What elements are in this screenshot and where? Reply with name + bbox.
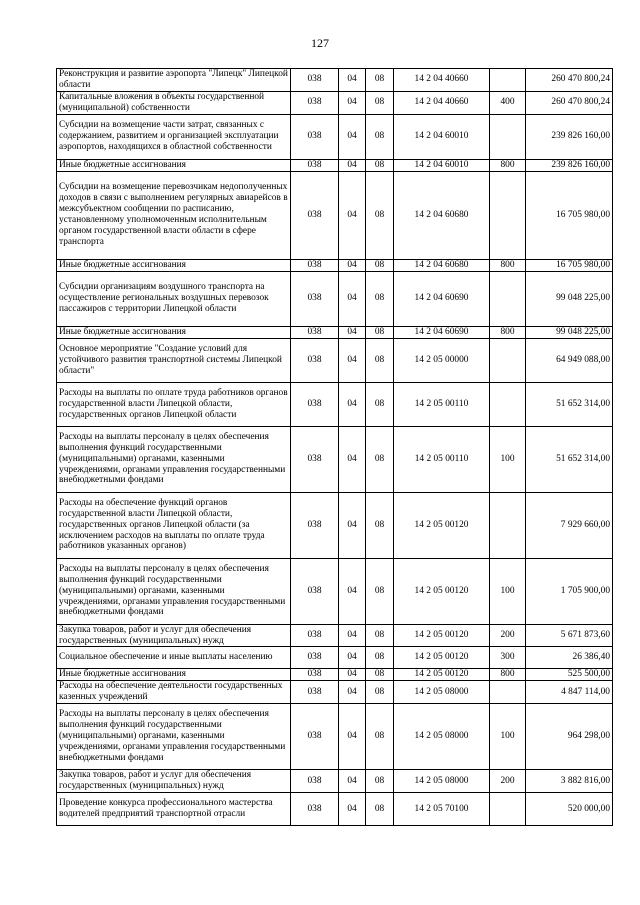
cell-name: Субсидии на возмещение перевозчикам недополученных доходов в связи с выполнением регулярных авиарейсов в межсубъектном сообщении по расписанию, установленному уполномоченным исполнительным органом государственной власти области в сфере транспорта [57,171,291,259]
cell-rz: 04 [339,704,366,770]
cell-sum: 964 298,00 [526,704,613,770]
cell-name: Иные бюджетные ассигнования [57,669,291,681]
cell-gr: 038 [291,338,339,382]
cell-name: Расходы на выплаты персоналу в целях обеспечения выполнения функций государственными (муниципальными) органами, казенными учреждениями, органами управления государственными внебюджетными фондами [57,704,291,770]
cell-pr: 08 [366,558,394,624]
cell-gr: 038 [291,770,339,793]
cell-gr: 038 [291,793,339,826]
table-row [57,426,613,492]
budget-table [56,68,613,826]
cell-csr: 14 2 04 40660 [394,69,490,92]
cell-csr: 14 2 05 00120 [394,624,490,647]
cell-sum: 239 826 160,00 [526,159,613,171]
cell-gr: 038 [291,704,339,770]
cell-pr: 08 [366,114,394,159]
cell-gr: 038 [291,558,339,624]
table-row [57,647,613,669]
cell-name: Иные бюджетные ассигнования [57,159,291,171]
cell-vr: 400 [490,91,526,114]
cell-csr: 14 2 05 00110 [394,382,490,426]
cell-gr: 038 [291,114,339,159]
cell-sum: 5 671 873,60 [526,624,613,647]
cell-vr: 300 [490,647,526,669]
cell-vr [490,338,526,382]
cell-vr: 800 [490,259,526,271]
cell-sum: 51 652 314,00 [526,426,613,492]
cell-sum: 64 949 088,00 [526,338,613,382]
cell-pr: 08 [366,69,394,92]
table-row [57,114,613,159]
cell-rz: 04 [339,326,366,338]
cell-name: Субсидии на возмещение части затрат, связанных с содержанием, развитием и организацией эксплуатации аэропортов, находящихся в областной собственности [57,114,291,159]
table-row [57,382,613,426]
cell-rz: 04 [339,114,366,159]
cell-rz: 04 [339,159,366,171]
cell-name: Расходы на обеспечение функций органов государственной власти Липецкой области, государственных органов Липецкой области (за исключением расходов на выплаты по оплате труда работников указанных органов) [57,492,291,558]
cell-vr [490,793,526,826]
cell-gr: 038 [291,669,339,681]
table-row [57,704,613,770]
cell-gr: 038 [291,426,339,492]
cell-rz: 04 [339,382,366,426]
cell-sum: 4 847 114,00 [526,681,613,704]
cell-pr: 08 [366,681,394,704]
cell-pr: 08 [366,647,394,669]
cell-csr: 14 2 05 08000 [394,681,490,704]
table-row [57,159,613,171]
cell-name: Социальное обеспечение и иные выплаты населению [57,647,291,669]
table-row [57,338,613,382]
cell-rz: 04 [339,271,366,326]
cell-sum: 51 652 314,00 [526,382,613,426]
cell-pr: 08 [366,171,394,259]
cell-vr: 200 [490,770,526,793]
cell-csr: 14 2 04 60010 [394,114,490,159]
cell-rz: 04 [339,91,366,114]
cell-sum: 16 705 980,00 [526,171,613,259]
cell-sum: 26 386,40 [526,647,613,669]
cell-pr: 08 [366,259,394,271]
cell-vr: 100 [490,558,526,624]
cell-pr: 08 [366,338,394,382]
cell-rz: 04 [339,669,366,681]
cell-gr: 038 [291,326,339,338]
cell-csr: 14 2 05 00120 [394,558,490,624]
cell-name: Расходы на выплаты по оплате труда работников органов государственной власти Липецкой области, государственных органов Липецкой области [57,382,291,426]
cell-name: Капитальные вложения в объекты государственной (муниципальной) собственности [57,91,291,114]
cell-vr [490,114,526,159]
cell-sum: 1 705 900,00 [526,558,613,624]
cell-csr: 14 2 04 60680 [394,171,490,259]
cell-rz: 04 [339,793,366,826]
cell-gr: 038 [291,382,339,426]
cell-csr: 14 2 04 40660 [394,91,490,114]
cell-pr: 08 [366,669,394,681]
table-row [57,326,613,338]
cell-pr: 08 [366,159,394,171]
cell-name: Расходы на выплаты персоналу в целях обеспечения выполнения функций государственными (муниципальными) органами, казенными учреждениями, органами управления государственными внебюджетными фондами [57,426,291,492]
table-row [57,770,613,793]
cell-csr: 14 2 05 08000 [394,704,490,770]
cell-rz: 04 [339,681,366,704]
cell-gr: 038 [291,171,339,259]
cell-csr: 14 2 05 00110 [394,426,490,492]
cell-sum: 3 882 816,00 [526,770,613,793]
cell-vr: 100 [490,704,526,770]
cell-gr: 038 [291,69,339,92]
cell-gr: 038 [291,91,339,114]
cell-csr: 14 2 05 00120 [394,669,490,681]
cell-pr: 08 [366,624,394,647]
cell-vr [490,382,526,426]
cell-name: Расходы на обеспечение деятельности государственных казенных учреждений [57,681,291,704]
cell-pr: 08 [366,704,394,770]
cell-pr: 08 [366,770,394,793]
cell-vr: 100 [490,426,526,492]
cell-csr: 14 2 05 08000 [394,770,490,793]
cell-csr: 14 2 04 60010 [394,159,490,171]
cell-sum: 16 705 980,00 [526,259,613,271]
cell-vr: 200 [490,624,526,647]
cell-pr: 08 [366,326,394,338]
cell-sum: 520 000,00 [526,793,613,826]
cell-csr: 14 2 05 70100 [394,793,490,826]
cell-name: Субсидии организациям воздушного транспорта на осуществление региональных воздушных перевозок пассажиров с территории Липецкой области [57,271,291,326]
cell-rz: 04 [339,492,366,558]
table-row [57,171,613,259]
cell-vr: 800 [490,326,526,338]
cell-gr: 038 [291,681,339,704]
cell-name: Закупка товаров, работ и услуг для обеспечения государственных (муниципальных) нужд [57,770,291,793]
cell-rz: 04 [339,171,366,259]
cell-csr: 14 2 04 60680 [394,259,490,271]
table-row [57,669,613,681]
cell-vr: 800 [490,159,526,171]
cell-sum: 260 470 800,24 [526,91,613,114]
cell-rz: 04 [339,770,366,793]
cell-rz: 04 [339,69,366,92]
cell-vr: 800 [490,669,526,681]
table-row [57,558,613,624]
cell-vr [490,69,526,92]
cell-gr: 038 [291,259,339,271]
cell-csr: 14 2 04 60690 [394,326,490,338]
cell-csr: 14 2 05 00120 [394,647,490,669]
cell-vr [490,171,526,259]
cell-vr [490,271,526,326]
cell-rz: 04 [339,426,366,492]
cell-vr [490,492,526,558]
cell-pr: 08 [366,382,394,426]
cell-name: Закупка товаров, работ и услуг для обеспечения государственных (муниципальных) нужд [57,624,291,647]
cell-csr: 14 2 04 60690 [394,271,490,326]
cell-gr: 038 [291,271,339,326]
cell-name: Реконструкция и развитие аэропорта "Липецк" Липецкой области [57,69,291,92]
table-row [57,271,613,326]
cell-name: Основное мероприятие "Создание условий для устойчивого развития транспортной системы Липецкой области" [57,338,291,382]
cell-pr: 08 [366,492,394,558]
cell-csr: 14 2 05 00120 [394,492,490,558]
table-row [57,492,613,558]
page-number: 127 [311,36,329,50]
cell-sum: 99 048 225,00 [526,271,613,326]
cell-pr: 08 [366,91,394,114]
cell-rz: 04 [339,624,366,647]
cell-csr: 14 2 05 00000 [394,338,490,382]
cell-sum: 7 929 660,00 [526,492,613,558]
table-row [57,793,613,826]
cell-rz: 04 [339,558,366,624]
table-row [57,259,613,271]
cell-pr: 08 [366,793,394,826]
table-row [57,91,613,114]
cell-gr: 038 [291,492,339,558]
cell-vr [490,681,526,704]
cell-name: Проведение конкурса профессионального мастерства водителей предприятий транспортной отрасли [57,793,291,826]
table-row [57,69,613,92]
cell-sum: 525 500,00 [526,669,613,681]
table-row [57,681,613,704]
cell-rz: 04 [339,647,366,669]
cell-gr: 038 [291,647,339,669]
cell-rz: 04 [339,259,366,271]
cell-gr: 038 [291,624,339,647]
cell-pr: 08 [366,426,394,492]
cell-gr: 038 [291,159,339,171]
cell-sum: 260 470 800,24 [526,69,613,92]
cell-rz: 04 [339,338,366,382]
budget-table-body [57,69,613,826]
cell-sum: 99 048 225,00 [526,326,613,338]
cell-pr: 08 [366,271,394,326]
cell-name: Иные бюджетные ассигнования [57,259,291,271]
table-row [57,624,613,647]
cell-sum: 239 826 160,00 [526,114,613,159]
cell-name: Иные бюджетные ассигнования [57,326,291,338]
cell-name: Расходы на выплаты персоналу в целях обеспечения выполнения функций государственными (муниципальными) органами, казенными учреждениями, органами управления государственными внебюджетными фондами [57,558,291,624]
